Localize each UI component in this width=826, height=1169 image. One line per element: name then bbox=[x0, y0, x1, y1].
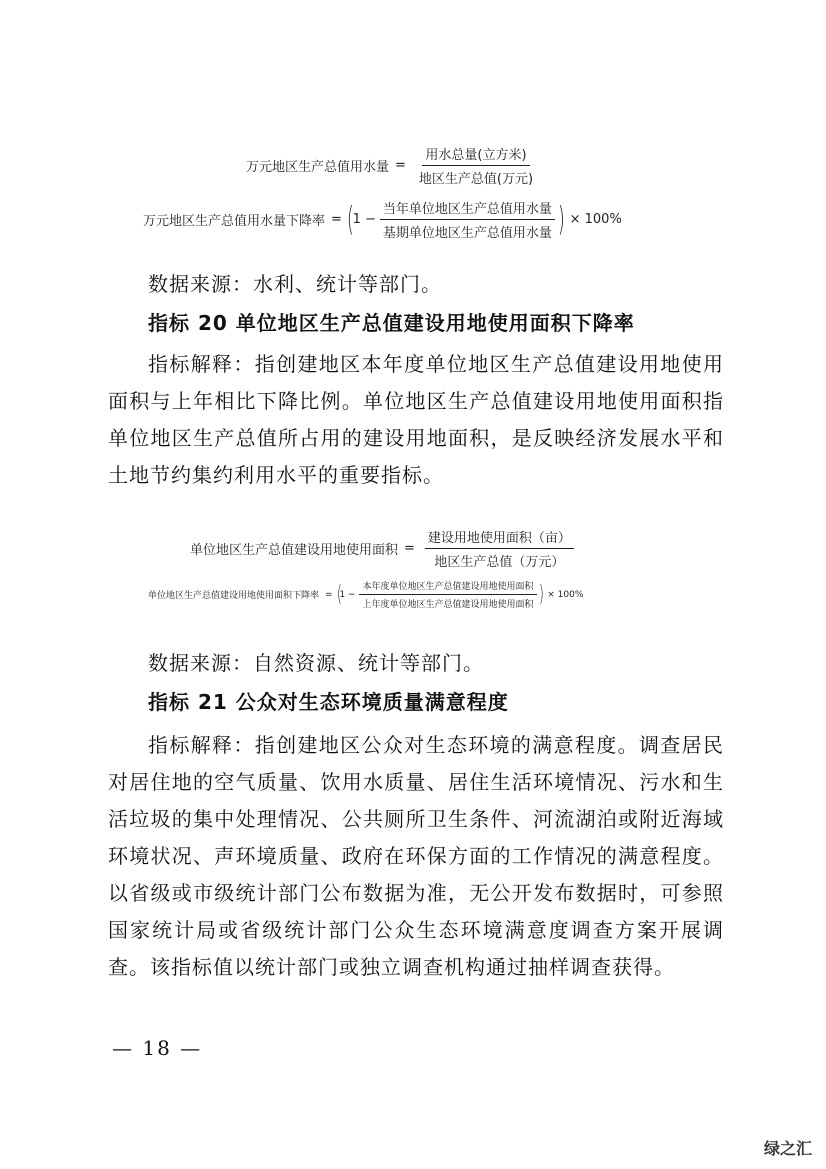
data-source-1: 数据来源：水利、统计等部门。 bbox=[148, 272, 442, 296]
formula-lhs: 单位地区生产总值建设用地使用面积下降率 bbox=[148, 591, 320, 601]
right-paren: ) bbox=[538, 581, 544, 608]
denominator: 基期单位地区生产总值用水量 bbox=[382, 226, 552, 241]
equals-sign: = bbox=[395, 158, 406, 173]
indicator-21-explanation: 指标解释：指创建地区公众对生态环境的满意程度。调查居民对居住地的空气质量、饮用水质量、居住生活环境情况、污水和生活垃圾的集中处理情况、公共厕所卫生条件、河流湖泊或附近海域环境状况、声环境质量、政府在环保方面的工作情况的满意程度。以省级或市级统计部门公布数据为准，无公开发布数据时，可参照国家统计局或省级统计部门公众生态环境满意度调查方案开展调查。该指标值以统计部门或独立调查机构通过抽样调查获得。 bbox=[108, 733, 724, 979]
numerator: 用水总量(立方米) bbox=[422, 144, 529, 166]
watermark-logo: 绿之汇 bbox=[763, 1139, 812, 1158]
indicator-21-title: 指标 21 公众对生态环境质量满意程度 bbox=[148, 690, 509, 714]
fraction bbox=[425, 527, 574, 570]
denominator: 地区生产总值(万元) bbox=[418, 172, 534, 187]
formula-land-use bbox=[190, 527, 578, 570]
fraction bbox=[380, 198, 555, 241]
equals-sign: = bbox=[331, 212, 342, 227]
one-minus: 1 − bbox=[352, 212, 376, 227]
equals-sign: = bbox=[404, 541, 415, 556]
left-paren: ( bbox=[346, 200, 354, 239]
denominator: 上年度单位地区生产总值建设用地使用面积 bbox=[362, 600, 534, 610]
indicator-20-title: 指标 20 单位地区生产总值建设用地使用面积下降率 bbox=[148, 311, 635, 335]
formula-water-use-decline bbox=[143, 198, 628, 241]
left-paren: ( bbox=[336, 581, 342, 608]
equals-sign: = bbox=[325, 589, 333, 600]
one-minus: 1 − bbox=[339, 589, 356, 600]
fraction bbox=[359, 579, 536, 610]
right-paren: ) bbox=[557, 200, 565, 239]
times-100: × 100% bbox=[547, 589, 584, 600]
formula-lhs: 万元地区生产总值用水量下降率 bbox=[143, 214, 326, 229]
formula-water-use bbox=[246, 144, 540, 187]
times-100: × 100% bbox=[569, 212, 622, 227]
fraction bbox=[416, 144, 536, 187]
denominator: 地区生产总值（万元） bbox=[434, 555, 565, 570]
formula-land-use-decline bbox=[148, 579, 589, 610]
formula-lhs: 万元地区生产总值用水量 bbox=[246, 160, 390, 175]
numerator: 本年度单位地区生产总值建设用地使用面积 bbox=[359, 579, 536, 595]
data-source-2: 数据来源：自然资源、统计等部门。 bbox=[148, 651, 484, 675]
indicator-20-explanation: 指标解释：指创建地区本年度单位地区生产总值建设用地使用面积与上年相比下降比例。单位地区生产总值建设用地使用面积指单位地区生产总值所占用的建设用地面积，是反映经济发展水平和土地节约集约利用水平的重要指标。 bbox=[108, 352, 724, 487]
numerator: 当年单位地区生产总值用水量 bbox=[380, 198, 555, 220]
numerator: 建设用地使用面积（亩） bbox=[425, 527, 574, 549]
formula-lhs: 单位地区生产总值建设用地使用面积 bbox=[190, 543, 399, 558]
page-number: — 18 — bbox=[112, 1036, 203, 1060]
